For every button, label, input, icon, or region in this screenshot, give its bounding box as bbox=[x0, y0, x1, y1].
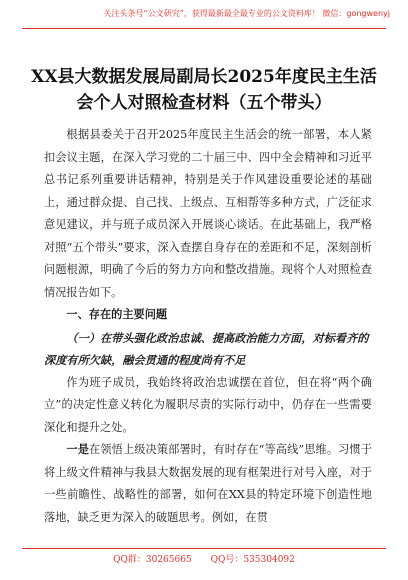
footer-divider bbox=[22, 548, 386, 549]
header-note: 关注头条号“公文研究”，获得最新最全最专业的公文资料库！ 微信：gongwenyj bbox=[103, 9, 390, 18]
document-title: XX县大数据发展局副局长2025年度民主生活会个人对照检查材料（五个带头） bbox=[31, 67, 377, 113]
header-divider bbox=[22, 28, 386, 29]
footer-qq-group: QQ群：30265665 bbox=[113, 555, 192, 565]
paragraph-3-text: 在领悟上级决策部署时，有时存在“等高线”思维。习惯于将上级文件精神与我县大数据发展的现有框架进行对号入座，对于一些前瞻性、战略性的部署，如何在XX县的特定环境下创造性地落地，缺乏更为深入的破题思考。例如，在贯 bbox=[44, 443, 372, 524]
paragraph-3 bbox=[44, 439, 372, 529]
section-heading: 一、存在的主要问题 bbox=[66, 308, 168, 321]
paragraph-3-lead: 一是 bbox=[66, 443, 90, 456]
document-body bbox=[44, 124, 372, 529]
footer-qq: QQ号：535304092 bbox=[210, 555, 295, 565]
intro-paragraph: 根据县委关于召开2025年度民主生活会的统一部署，本人紧扣会议主题，在深入学习党的二十届三中、四中全会精神和习近平总书记系列重要讲话精神，特别是关于作风建设重要论述的基础上，通过群众提、自己找、上级点、互相帮等多种方式，广泛征求意见建议，并与班子成员深入开展谈心谈话。在此基础上，我严格对照“五个带头”要求，深入查摆自身存在的差距和不足，深刻剖析问题根源，明确了今后的努力方向和整改措施。现将个人对照检查情况报告如下。 bbox=[44, 128, 372, 299]
footer bbox=[0, 554, 408, 566]
sub-heading: （一）在带头强化政治忠诚、提高政治能力方面，对标看齐的深度有所欠缺，融会贯通的程度尚有不足 bbox=[44, 330, 369, 367]
paragraph-2: 作为班子成员，我始终将政治忠诚摆在首位，但在将“两个确立”的决定性意义转化为履职尽责的实际行动中，仍存在一些需要深化和提升之处。 bbox=[44, 375, 372, 434]
